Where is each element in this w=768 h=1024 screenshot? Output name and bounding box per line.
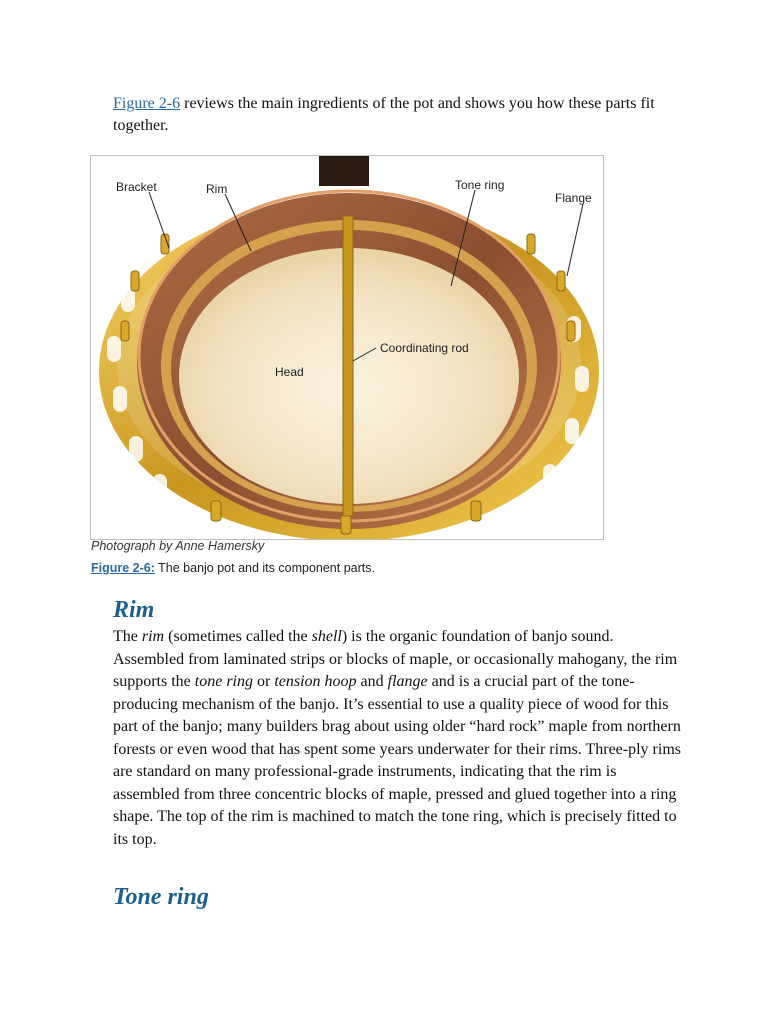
intro-text: reviews the main ingredients of the pot and shows you how these parts fit together. [113,95,655,134]
caption-label[interactable]: Figure 2-6: [91,561,155,575]
rim-heading: Rim [113,597,155,623]
rim-paragraph: The rim (sometimes called the shell) is the organic foundation of banjo sound. Assembled from laminated strips or blocks of maple, or occasionally mahogany, the rim supports the tone ring or tension hoop and flange and is a crucial part of the tone-producing mechanism of the banjo. It’s essential to use a quality piece of wood for this part of the banjo; many builders brag about using older “hard rock” maple from northern forests or even wood that has spent some years underwater for their rims. Three-ply rims are standard on many professional-grade instruments, indicating that the rim is assembled from three concentric blocks of maple, pressed and glued together into a ring shape. The top of the rim is machined to match the tone ring, which is precisely fitted to its top. [113,628,681,848]
label-coordinating-rod: Coordinating rod [380,341,469,355]
caption-text: The banjo pot and its component parts. [154,561,375,575]
label-rim: Rim [206,182,228,196]
figure-caption [91,561,375,575]
label-head: Head [275,365,304,379]
banjo-pot-illustration [91,156,603,539]
photo-credit: Photograph by Anne Hamersky [91,539,265,553]
label-bracket: Bracket [116,180,157,194]
tone-ring-heading: Tone ring [113,884,209,910]
label-flange: Flange [555,191,592,205]
coordinating-rod [343,216,353,516]
banjo-pot-figure [90,155,604,540]
neck-heel [319,156,369,186]
figure-link[interactable]: Figure 2-6 [113,95,181,112]
label-tone-ring: Tone ring [455,178,505,192]
intro-paragraph [113,93,683,137]
